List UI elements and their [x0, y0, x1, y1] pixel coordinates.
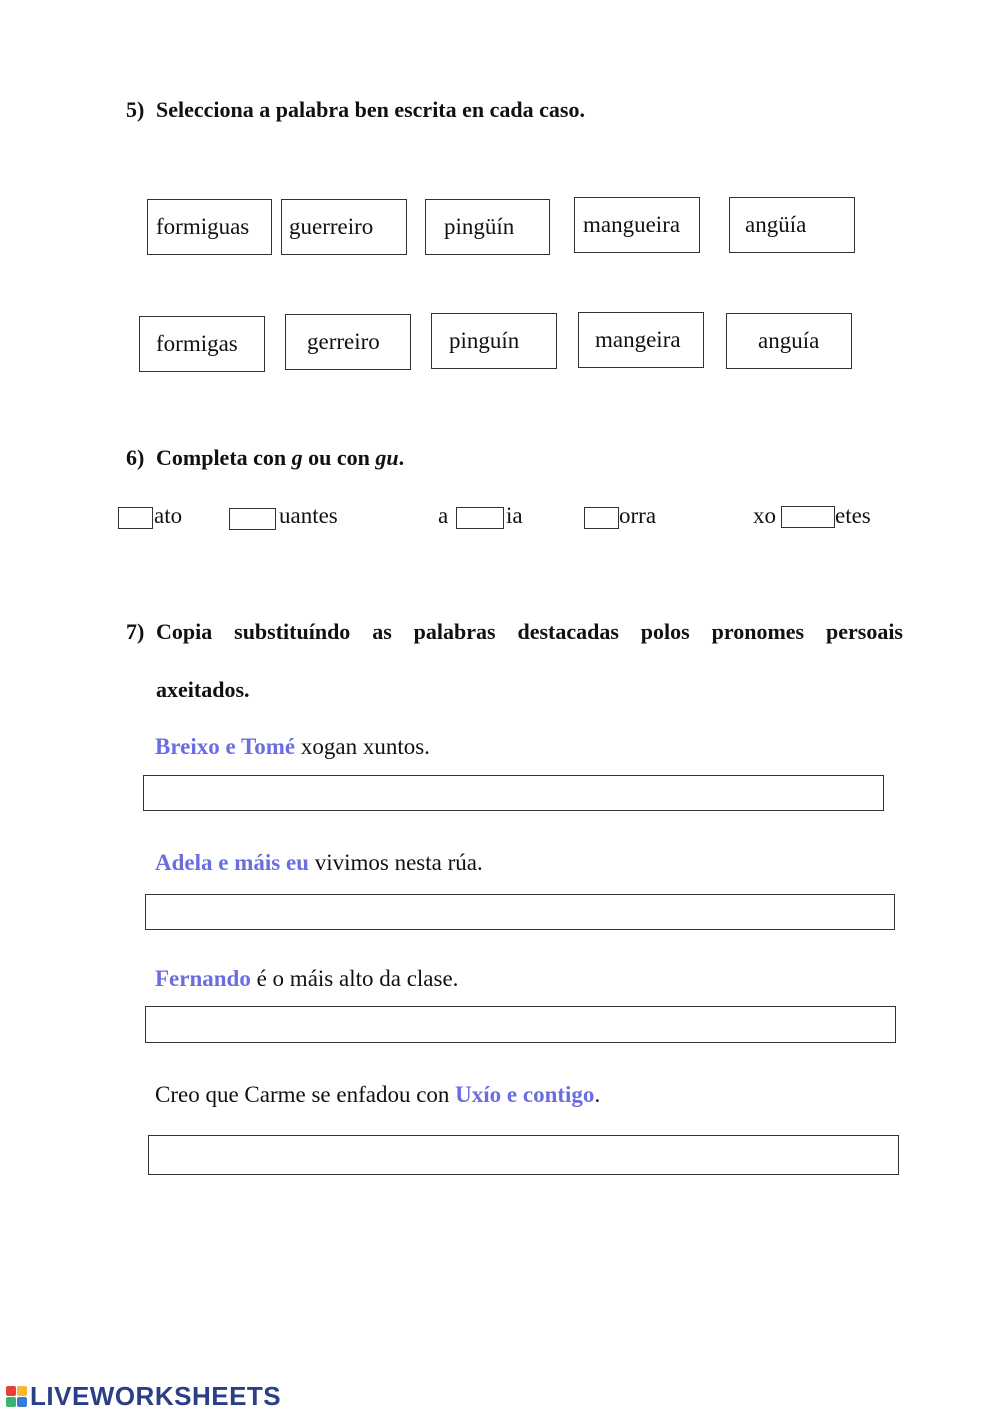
exercise-6-heading — [126, 445, 404, 471]
option-label: formigas — [156, 331, 238, 356]
liveworksheets-logo[interactable] — [6, 1382, 281, 1410]
word-fragment: ia — [506, 503, 523, 528]
option-label: formiguas — [156, 214, 250, 239]
sentence-2 — [155, 849, 483, 877]
option-anguia-diaeresis[interactable] — [729, 197, 855, 253]
word-fragment: uantes — [279, 503, 338, 528]
highlighted-words: Fernando — [155, 966, 251, 991]
word-fragment: orra — [619, 503, 657, 528]
logo-square-blue — [17, 1397, 27, 1407]
answer-field-1[interactable] — [143, 775, 884, 811]
option-label: anguía — [758, 328, 820, 353]
word-fragment: etes — [835, 503, 871, 528]
sentence-3 — [155, 965, 458, 993]
highlighted-words: Breixo e Tomé — [155, 734, 296, 759]
logo-text: LIVEWORKSHEETS — [30, 1380, 282, 1411]
option-label: pinguín — [449, 328, 520, 353]
sentence-4 — [155, 1081, 600, 1109]
option-mangueira[interactable] — [574, 197, 700, 253]
exercise-6-title-suffix: . — [398, 445, 405, 470]
exercise-6-number: 6) — [126, 445, 145, 470]
exercise-5-number: 5) — [126, 97, 145, 122]
answer-field-3[interactable] — [145, 1006, 896, 1043]
option-label: pingüín — [444, 214, 515, 239]
word-fragment: a — [438, 503, 449, 528]
word-fragment: xo — [753, 503, 776, 528]
logo-square-green — [6, 1397, 16, 1407]
highlighted-words: Uxío e contigo — [455, 1082, 595, 1107]
option-guerreiro[interactable] — [281, 199, 407, 255]
blank-input-2[interactable] — [229, 508, 276, 530]
logo-square-yellow — [17, 1386, 27, 1396]
option-mangeira[interactable] — [578, 312, 704, 368]
highlighted-words: Adela e máis eu — [155, 850, 309, 875]
exercise-5-heading — [126, 97, 585, 123]
logo-mark-icon — [6, 1386, 27, 1407]
option-label: angüía — [745, 212, 807, 237]
option-label: mangeira — [595, 327, 681, 352]
option-formigas[interactable] — [139, 316, 265, 372]
exercise-6-title-prefix: Completa con — [156, 445, 292, 470]
answer-field-4[interactable] — [148, 1135, 899, 1175]
word-fragment: ato — [154, 503, 183, 528]
sentence-text: . — [594, 1082, 601, 1107]
option-pinguin-diaeresis[interactable] — [425, 199, 550, 255]
sentence-text: xogan xuntos. — [295, 734, 430, 759]
sentence-1 — [155, 733, 430, 761]
logo-square-red — [6, 1386, 16, 1396]
exercise-6-title-middle: ou con — [302, 445, 376, 470]
blank-input-4[interactable] — [584, 507, 619, 529]
option-formiguas[interactable] — [147, 199, 272, 255]
option-pinguin[interactable] — [431, 313, 557, 369]
exercise-7-title-line1: Copia substituíndo as palabras destacadas polos pronomes persoais — [156, 619, 903, 644]
option-label: guerreiro — [289, 214, 374, 239]
exercise-7-number: 7) — [126, 619, 145, 644]
blank-input-1[interactable] — [118, 507, 153, 529]
option-anguia[interactable] — [726, 313, 852, 369]
exercise-6-title-gu: gu — [375, 445, 399, 470]
exercise-7-title-line2: axeitados. — [156, 677, 250, 702]
answer-field-2[interactable] — [145, 894, 895, 930]
option-gerreiro[interactable] — [285, 314, 411, 370]
sentence-text: Creo que Carme se enfadou con — [155, 1082, 456, 1107]
sentence-text: é o máis alto da clase. — [250, 966, 459, 991]
exercise-7-heading — [126, 619, 903, 645]
option-label: gerreiro — [307, 329, 380, 354]
option-label: mangueira — [583, 212, 681, 237]
exercise-6-title-g: g — [291, 445, 303, 470]
sentence-text: vivimos nesta rúa. — [308, 850, 483, 875]
exercise-5-title: Selecciona a palabra ben escrita en cada caso. — [156, 97, 585, 122]
blank-input-5[interactable] — [781, 506, 835, 528]
blank-input-3[interactable] — [456, 507, 504, 529]
